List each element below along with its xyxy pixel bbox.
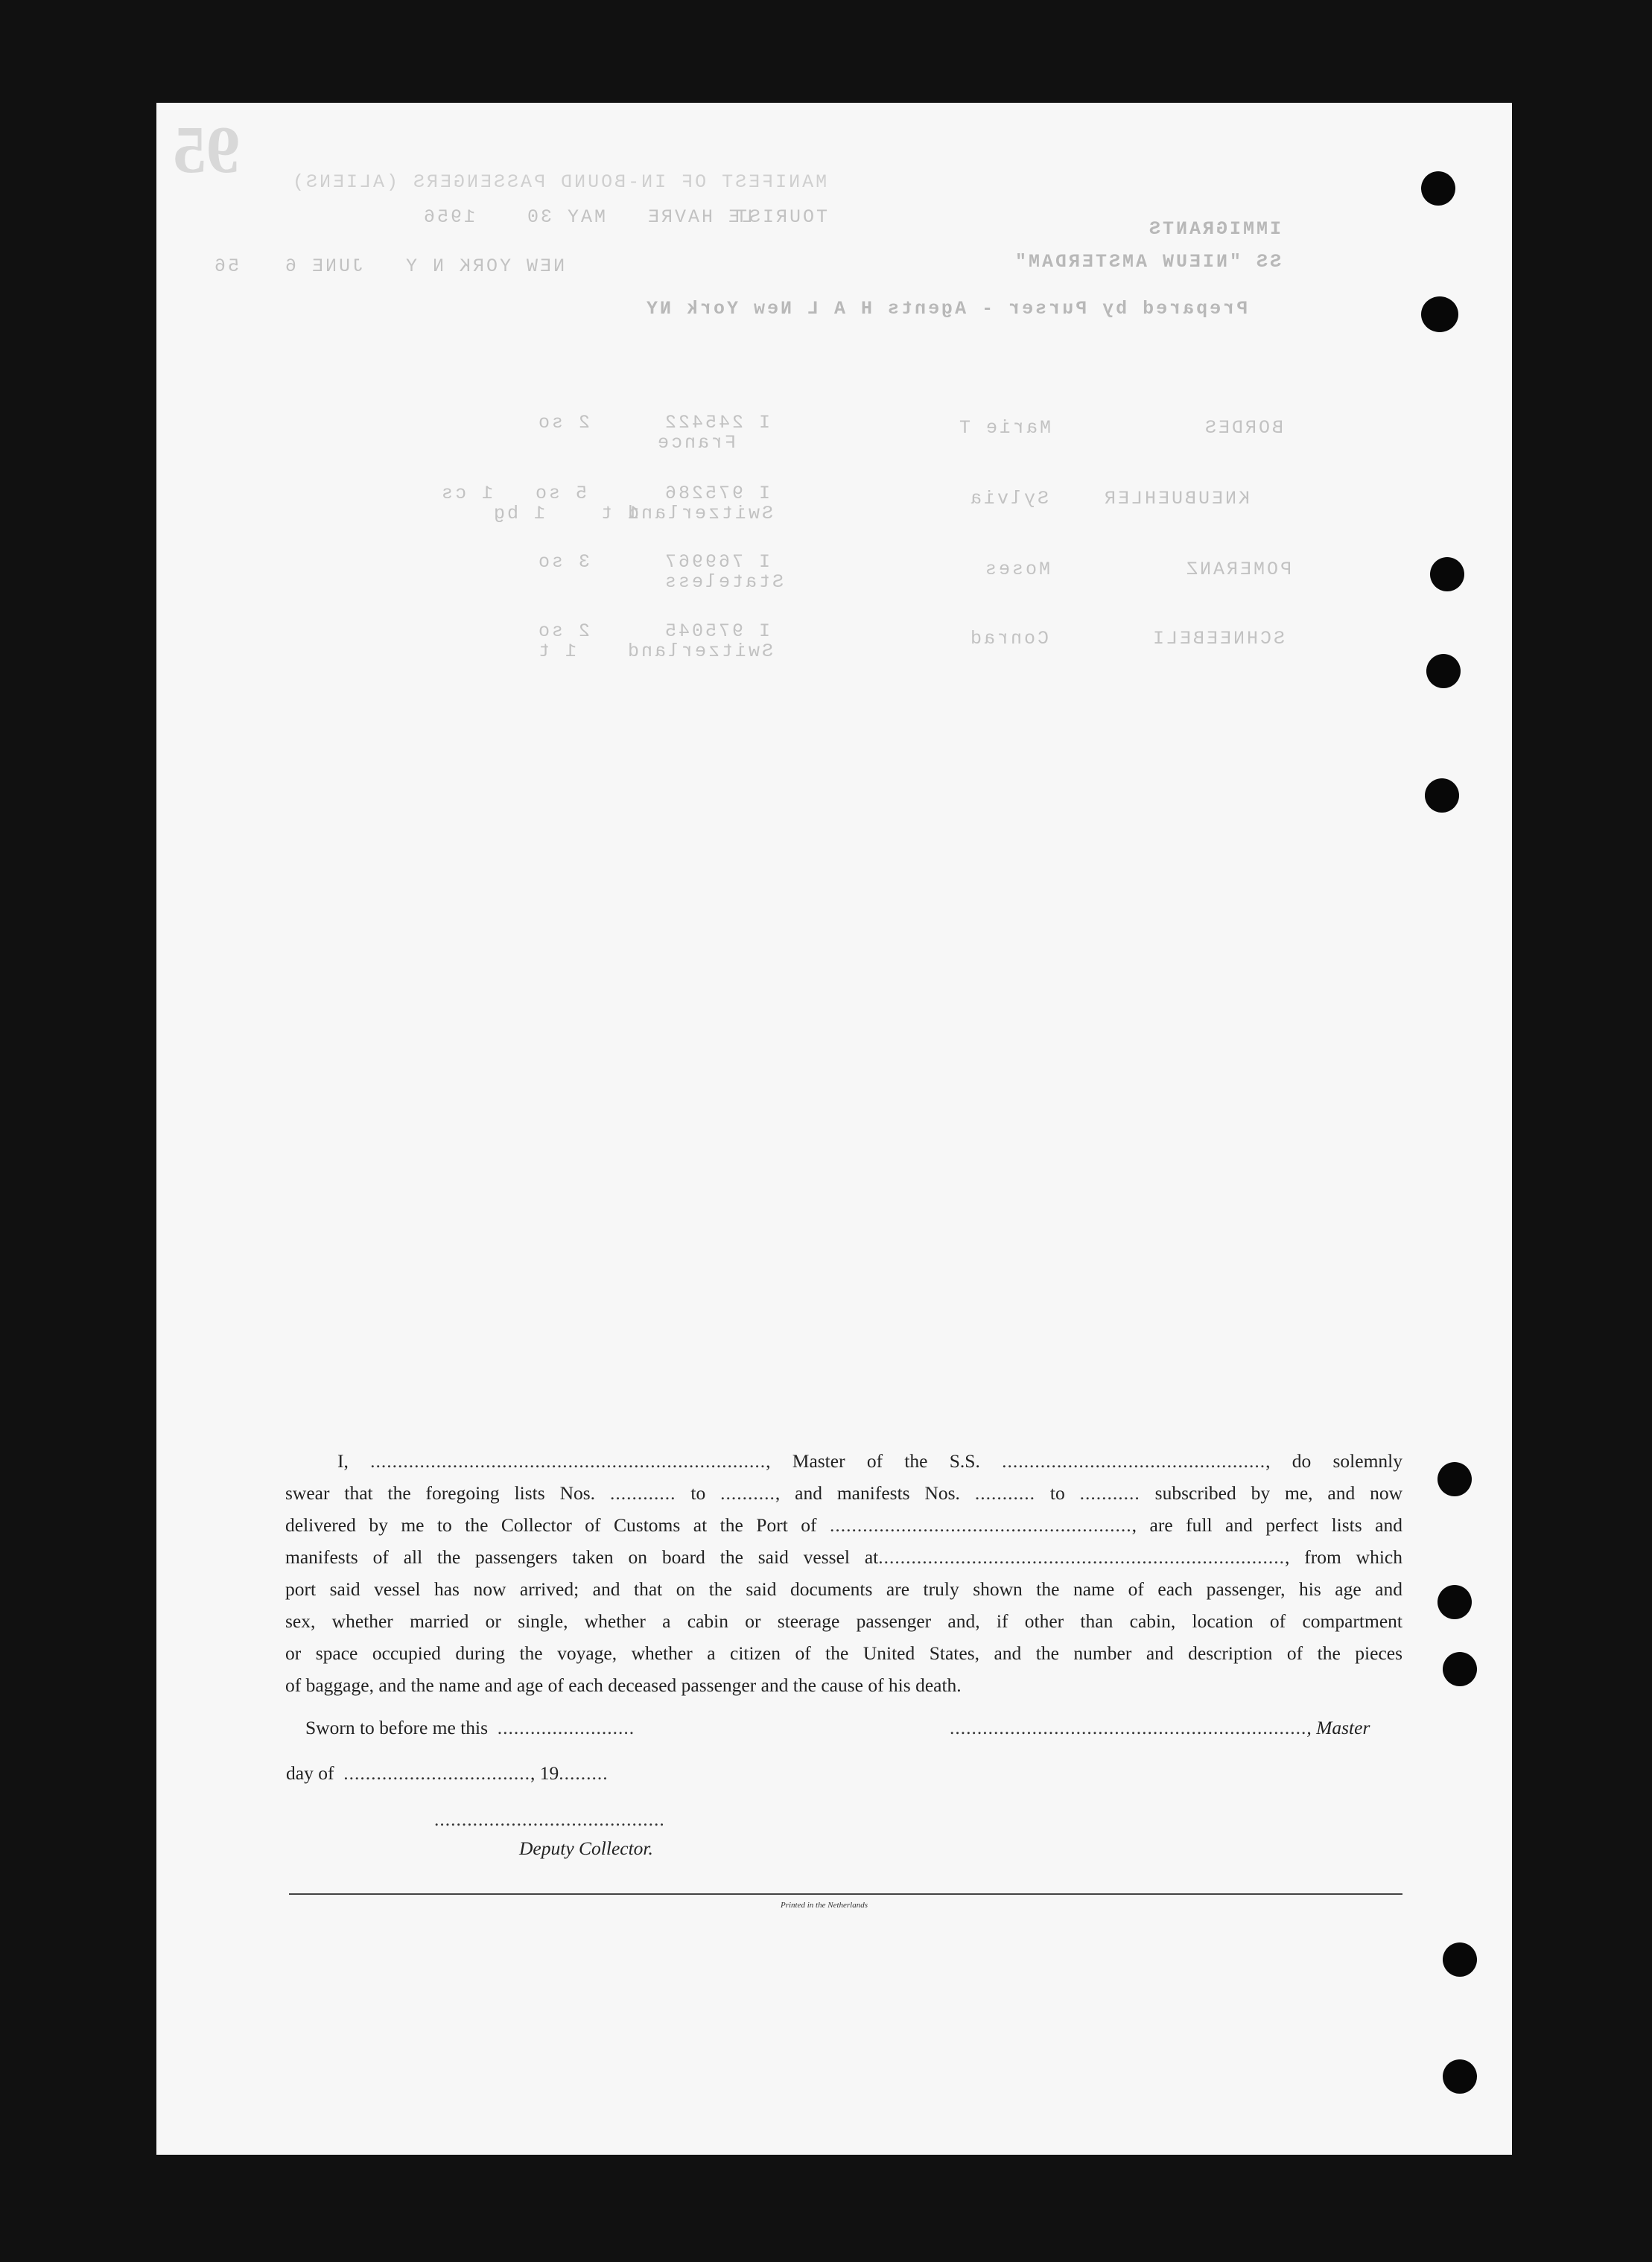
punch-hole [1425, 778, 1459, 813]
ghost-ship-name: SS "NIEUW AMSTERDAM" [1013, 251, 1282, 273]
ghost-passport-number: I 245422 [663, 412, 771, 433]
ghost-given-name: Sylvia [968, 488, 1049, 509]
oath-paragraph [285, 1445, 1402, 1701]
oath-line: swear that the foregoing lists Nos. ............ to .........., and manifests Nos. ........... to ........... subscribed by me, and now [285, 1482, 1403, 1504]
ghost-surname: BORDES [1203, 417, 1284, 439]
ghost-nationality: France [655, 432, 737, 454]
ghost-prepared-by: Prepared by Purser - Agents H A L New York NY [644, 298, 1248, 320]
ghost-code: 1 t [536, 641, 577, 662]
ghost-year2: 56 [212, 255, 240, 277]
ghost-surname: POMERANZ [1184, 559, 1292, 580]
sworn-line: Sworn to before me this ......................... [305, 1717, 635, 1738]
oath-line: I, ........................................................................, Master of the S.S. ................................................, do solemnly [337, 1450, 1403, 1472]
ghost-passport-number: I 769967 [663, 551, 771, 573]
ghost-title: MANIFEST OF IN-BOUND PASSENGERS (ALIENS) [290, 171, 827, 193]
ghost-surname: SCHNEEBELI [1151, 628, 1286, 649]
ghost-code: 3 so [536, 551, 591, 573]
ghost-nationality: Switzerland [626, 503, 774, 524]
ghost-arrival: NEW YORK N Y JUNE 6 [283, 255, 565, 277]
ghost-passport-number: I 975286 [663, 483, 771, 504]
ghost-given-name: Moses [983, 559, 1051, 580]
ghost-le-havre: LE HAVRE MAY 30 [525, 206, 754, 228]
ghost-passport-number: I 975045 [663, 620, 771, 642]
punch-hole [1443, 1942, 1477, 1977]
oath-line: of baggage, and the name and age of each deceased passenger and the cause of his death. [285, 1674, 962, 1696]
punch-hole [1437, 1585, 1472, 1619]
oath-line: port said vessel has now arrived; and that on the said documents are truly shown the name of each passenger, his age and [285, 1578, 1402, 1600]
deputy-collector-label: Deputy Collector. [519, 1837, 653, 1859]
oath-line: sex, whether married or single, whether a cabin or steerage passenger and, if other than cabin, location of compartment [285, 1610, 1402, 1632]
ghost-immigrants: IMMIGRANTS [1147, 218, 1282, 240]
ghost-tourist: TOURIST [734, 206, 828, 228]
punch-hole [1443, 1652, 1477, 1686]
punch-hole [1426, 654, 1461, 688]
oath-line: delivered by me to the Collector of Customs at the Port of ......................................................., are full and perfect lists and [285, 1514, 1402, 1536]
ghost-nationality: Switzerland [626, 641, 774, 662]
oath-line: or space occupied during the voyage, whether a citizen of the United States, and the number and description of the pieces [285, 1642, 1402, 1664]
ghost-given-name: Marie T [957, 417, 1052, 439]
ghost-page-number: 95 [173, 113, 240, 187]
punch-hole [1421, 171, 1455, 206]
day-of-line: day of .................................., 19......... [286, 1762, 609, 1784]
footer-rule [289, 1893, 1402, 1895]
ghost-year1: 1956 [422, 206, 476, 228]
deputy-signature-dots: .......................................... [434, 1808, 665, 1830]
ghost-nationality: Stateless [663, 571, 784, 593]
ghost-surname: KNEUBUEHLER [1102, 488, 1251, 509]
punch-hole [1437, 1462, 1472, 1496]
master-signature-line: ................................................................., Master [950, 1717, 1370, 1738]
ghost-code: 5 so 1 cs [439, 483, 588, 504]
punch-hole [1430, 557, 1464, 591]
ghost-code: 1 t 1 bg [492, 503, 640, 524]
ghost-code: 2 so [536, 412, 591, 433]
ghost-given-name: Conrad [968, 628, 1049, 649]
manifest-page [156, 103, 1512, 2155]
oath-line: manifests of all the passengers taken on board the said vessel at.........................................................................., from which [285, 1546, 1402, 1568]
printer-imprint: Printed in the Netherlands [781, 1901, 868, 1910]
punch-hole [1443, 2059, 1477, 2094]
ghost-code: 2 so [536, 620, 591, 642]
punch-hole [1421, 296, 1458, 332]
